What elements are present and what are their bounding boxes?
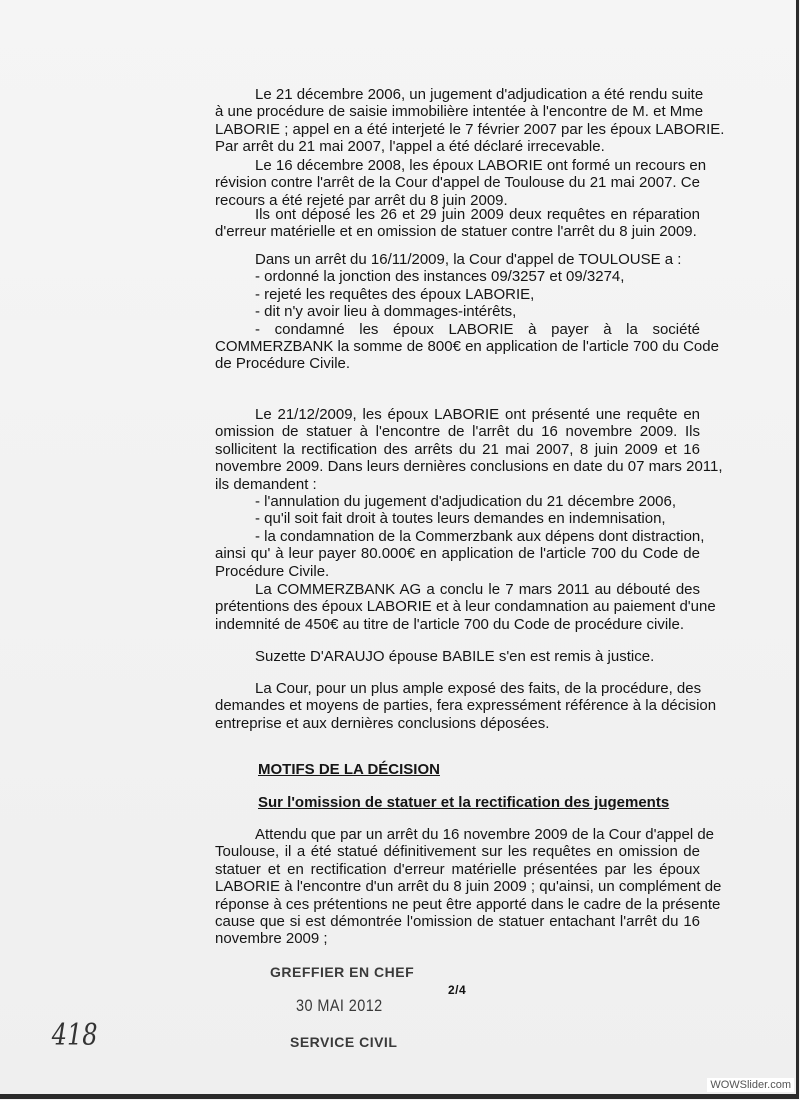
paragraph (215, 251, 719, 373)
text-line: Procédure Civile. (215, 562, 330, 580)
text-line: ainsi qu' à leur payer 80.000€ en application de l'article 700 du Code de (215, 545, 700, 563)
text-line: Le 21 décembre 2006, un jugement d'adjudication a été rendu suite (255, 86, 704, 103)
text-line: - ordonné la jonction des instances 09/3257 et 09/3274, (255, 268, 625, 286)
text-line: - condamné les époux LABORIE à payer à la société (255, 320, 700, 338)
stamp-greffier: GREFFIER EN CHEF (270, 964, 415, 980)
section-heading-motifs: MOTIFS DE LA DÉCISION (258, 761, 440, 778)
text-line: - rejeté les requêtes des époux LABORIE, (255, 285, 535, 303)
text-line: statuer et en rectification d'erreur matérielle présentées par les époux (215, 860, 700, 878)
text-line: omission de statuer à l'encontre de l'arrêt du 16 novembre 2009. Ils (215, 423, 700, 441)
stamp-date: 30 MAI 2012 (296, 996, 383, 1015)
text-line: ils demandent : (215, 475, 317, 493)
text-line: entreprise et aux dernières conclusions déposées. (215, 714, 550, 732)
text-line: révision contre l'arrêt de la Cour d'appel de Toulouse du 21 mai 2007. Ce (215, 174, 700, 192)
text-line: indemnité de 450€ au titre de l'article 700 du Code de procédure civile. (215, 615, 684, 633)
paragraph (215, 826, 722, 948)
text-line: prétentions des époux LABORIE et à leur condamnation au paiement d'une (215, 598, 716, 616)
text-line: Ils ont déposé les 26 et 29 juin 2009 deux requêtes en réparation (255, 206, 700, 223)
text-line: La Cour, pour un plus ample exposé des faits, de la procédure, des (255, 680, 702, 697)
text-line: Le 21/12/2009, les époux LABORIE ont présenté une requête en (255, 406, 700, 423)
subsection-heading: Sur l'omission de statuer et la rectification des jugements (258, 794, 670, 811)
watermark: WOWSlider.com (707, 1078, 794, 1092)
paragraph (215, 648, 700, 665)
stamp-service: SERVICE CIVIL (290, 1034, 398, 1050)
text-line: Par arrêt du 21 mai 2007, l'appel a été déclaré irrecevable. (215, 138, 605, 156)
paragraph (215, 406, 723, 580)
text-line: LABORIE à l'encontre d'un arrêt du 8 juin 2009 ; qu'ainsi, un complément de (215, 878, 722, 896)
text-line: Toulouse, il a été statué définitivement sur les requêtes en omission de (215, 843, 700, 861)
text-line: Attendu que par un arrêt du 16 novembre 2009 de la Cour d'appel de (255, 826, 715, 843)
text-line: novembre 2009 ; (215, 930, 328, 948)
text-line: à une procédure de saisie immobilière intentée à l'encontre de M. et Mme (215, 103, 704, 121)
paragraph (215, 157, 707, 209)
text-line: - qu'il soit fait droit à toutes leurs demandes en indemnisation, (255, 510, 666, 528)
text-line: novembre 2009. Dans leurs dernières conclusions en date du 07 mars 2011, (215, 458, 723, 476)
text-line: Le 16 décembre 2008, les époux LABORIE ont formé un recours en (255, 157, 707, 174)
page-number: 2/4 (448, 983, 467, 997)
text-line: Dans un arrêt du 16/11/2009, la Cour d'appel de TOULOUSE a : (255, 251, 682, 268)
text-line: Suzette D'ARAUJO épouse BABILE s'en est remis à justice. (255, 648, 655, 665)
text-line: - la condamnation de la Commerzbank aux dépens dont distraction, (255, 527, 705, 545)
paragraph (215, 581, 716, 633)
text-line: demandes et moyens de parties, fera expressément référence à la décision (215, 697, 717, 715)
paragraph (215, 206, 700, 241)
text-line: sollicitent la rectification des arrêts du 21 mai 2007, 8 juin 2009 et 16 (215, 440, 700, 458)
text-line: LABORIE ; appel en a été interjeté le 7 février 2007 par les époux LABORIE. (215, 120, 725, 138)
text-line: cause que si est démontrée l'omission de statuer entachant l'arrêt du 16 (215, 912, 700, 930)
text-line: d'erreur matérielle et en omission de statuer contre l'arrêt du 8 juin 2009. (215, 223, 697, 241)
text-line: - dit n'y avoir lieu à dommages-intérêts, (255, 303, 517, 321)
text-line: recours a été rejeté par arrêt du 8 juin 2009. (215, 191, 508, 209)
text-line: COMMERZBANK la somme de 800€ en application de l'article 700 du Code (215, 337, 719, 355)
text-line: - l'annulation du jugement d'adjudication du 21 décembre 2006, (255, 492, 677, 510)
paragraph (215, 680, 717, 732)
text-line: La COMMERZBANK AG a conclu le 7 mars 2011 au débouté des (255, 581, 700, 598)
text-line: réponse à ces prétentions ne peut être apporté dans le cadre de la présente (215, 895, 721, 913)
text-line: de Procédure Civile. (215, 355, 351, 373)
paragraph (215, 86, 725, 156)
handwritten-number: 418 (51, 1018, 98, 1053)
